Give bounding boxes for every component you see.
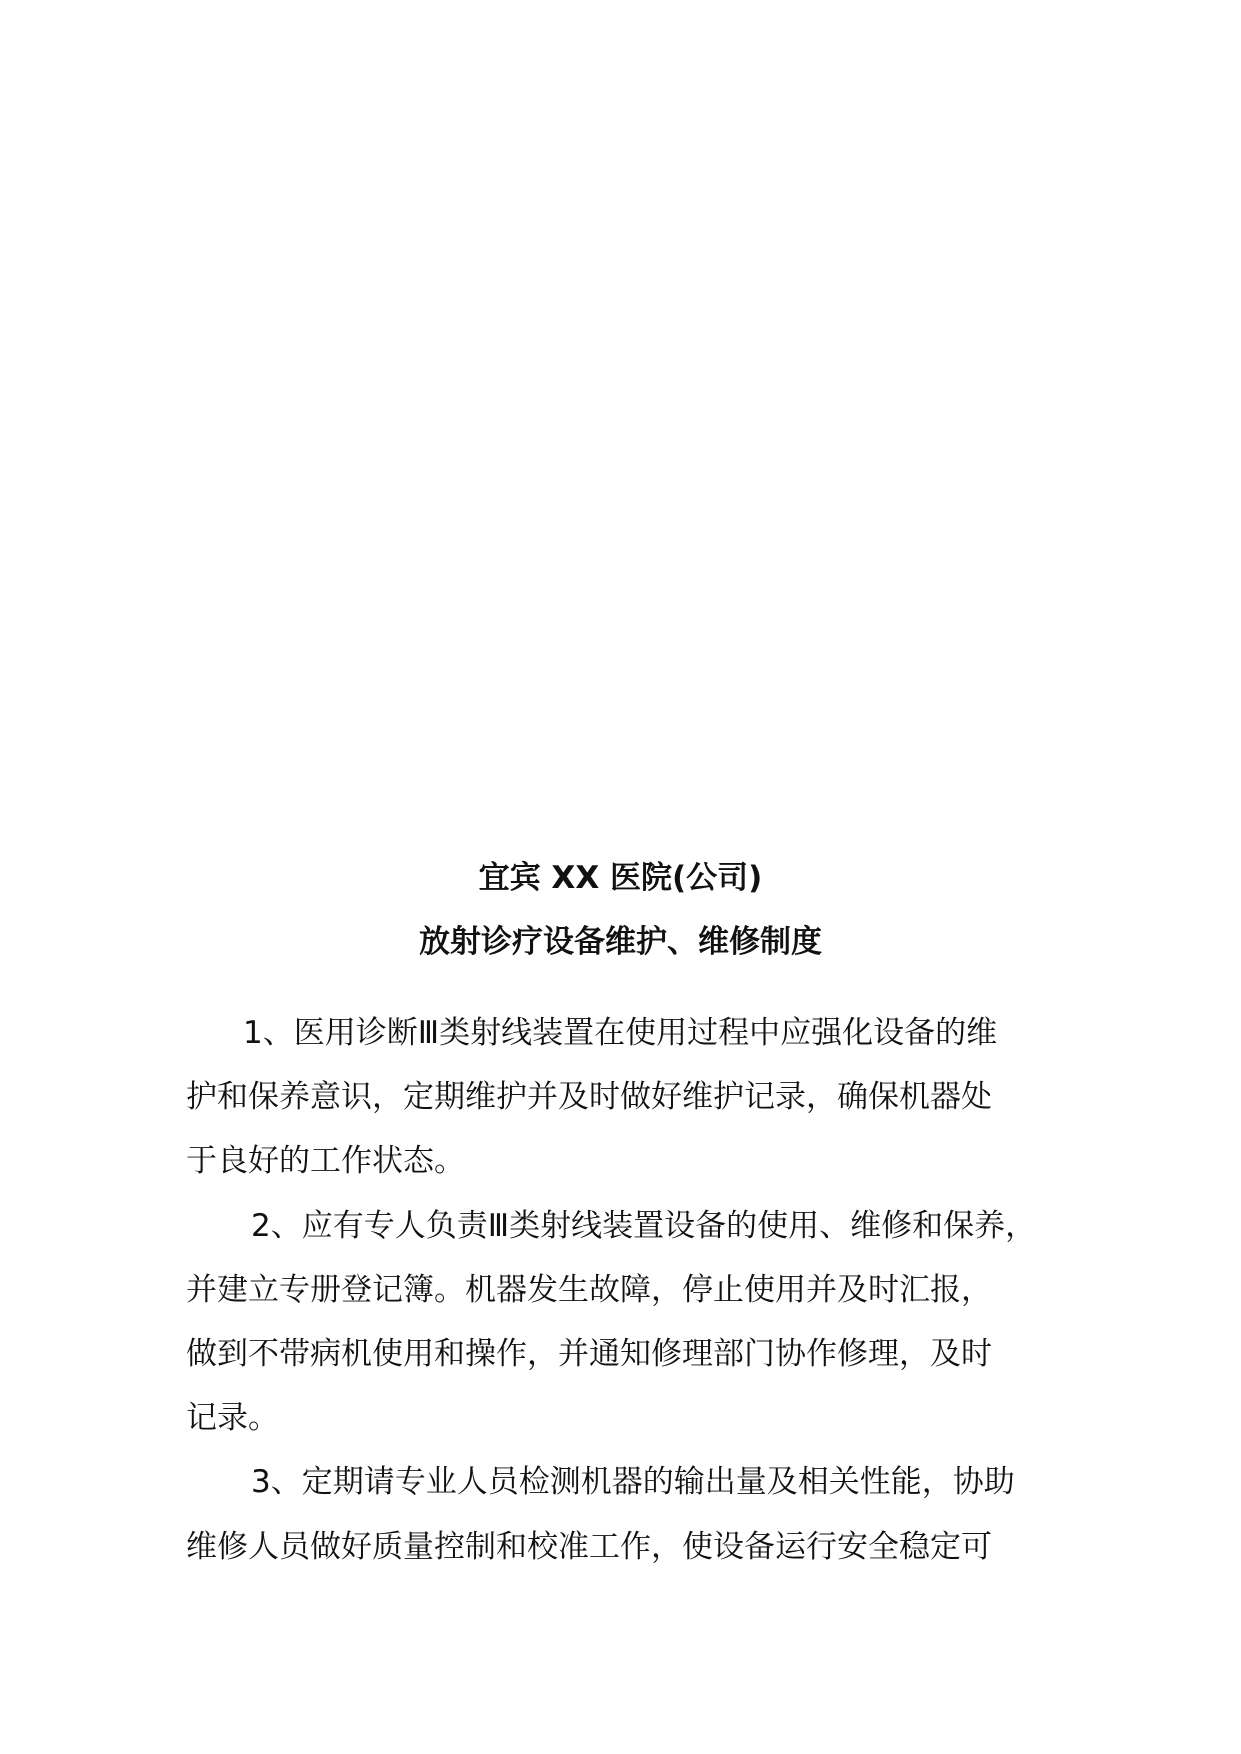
paragraph-1-line-1: 1、医用诊断Ⅲ类射线装置在使用过程中应强化设备的维 <box>243 1015 998 1051</box>
paragraph-1-line-3: 于良好的工作状态。 <box>186 1143 465 1179</box>
document-title-line-2: 放射诊疗设备维护、维修制度 <box>419 924 822 960</box>
document-title-line-1: 宜宾 XX 医院(公司) <box>478 860 763 896</box>
paragraph-2-line-2: 并建立专册登记簿。机器发生故障，停止使用并及时汇报， <box>186 1272 992 1308</box>
paragraph-1-line-2: 护和保养意识，定期维护并及时做好维护记录，确保机器处 <box>186 1079 992 1115</box>
paragraph-2-line-4: 记录。 <box>186 1400 279 1436</box>
paragraph-3-line-1: 3、定期请专业人员检测机器的输出量及相关性能，协助 <box>251 1464 1015 1500</box>
paragraph-3-line-2: 维修人员做好质量控制和校准工作，使设备运行安全稳定可 <box>186 1529 992 1565</box>
paragraph-2-line-3: 做到不带病机使用和操作，并通知修理部门协作修理，及时 <box>186 1336 992 1372</box>
paragraph-2-line-1: 2、应有专人负责Ⅲ类射线装置设备的使用、维修和保养， <box>251 1208 1037 1244</box>
